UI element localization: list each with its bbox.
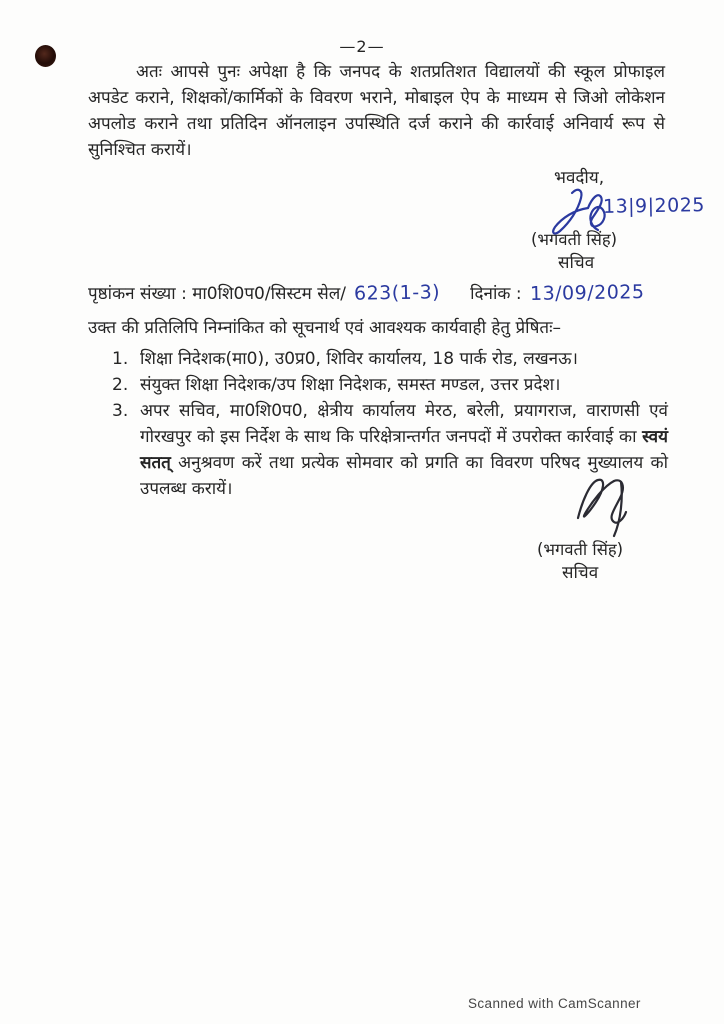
list-item-text: संयुक्त शिक्षा निदेशक/उप शिक्षा निदेशक, समस्त मण्डल, उत्तर प्रदेश। <box>140 375 561 395</box>
signatory-name-bottom: (भगवती सिंह) <box>537 540 624 559</box>
signatory-name-top: (भगवती सिंह) <box>531 230 618 249</box>
handwritten-endorsement-date: 13/09/2025 <box>529 281 645 305</box>
list-item-number: 3. <box>112 401 129 421</box>
handwritten-ref-number: 623(1-3) <box>353 281 441 305</box>
copy-forward-line: उक्त की प्रतिलिपि निम्नांकित को सूचनार्थ एवं आवश्यक कार्यवाही हेतु प्रेषितः– <box>88 318 562 338</box>
list-item <box>112 372 668 398</box>
camscanner-watermark: Scanned with CamScanner <box>468 996 641 1011</box>
page-number: —2— <box>339 37 385 56</box>
list-item-number: 2. <box>112 375 129 395</box>
list-item-text-after: अनुश्रवण करें तथा प्रत्येक सोमवार को प्रगति का विवरण परिषद मुख्यालय को उपलब्ध करायें। <box>140 453 668 499</box>
list-item-text-bold: स्वयं सतत् <box>140 427 668 473</box>
endorsement-label: पृष्ठांकन संख्या : मा0शि0प0/सिस्टम सेल/ <box>88 284 346 304</box>
salutation-text: भवदीय, <box>554 168 605 188</box>
letter-body-paragraph: अतः आपसे पुनः अपेक्षा है कि जनपद के शतप्रतिशत विद्यालयों की स्कूल प्रोफाइल अपडेट कराने, शिक्षकों/कार्मिकों के विवरण भराने, मोबाइल ऐप के माध्यम से जिओ लोकेशन अपलोड कराने तथा प्रतिदिन ऑनलाइन उपस्थिति दर्ज कराने की कार्रवाई अनिवार्य रूप से सुनिश्चित करायें। <box>88 62 665 160</box>
list-item <box>112 346 668 372</box>
list-item-text: शिक्षा निदेशक(मा0), उ0प्र0, शिविर कार्यालय, 18 पार्क रोड, लखनऊ। <box>140 349 578 369</box>
signatory-designation-bottom: सचिव <box>562 563 599 583</box>
list-item-text-before: अपर सचिव, मा0शि0प0, क्षेत्रीय कार्यालय मेरठ, बरेली, प्रयागराज, वाराणसी एवं गोरखपुर को इस निर्देश के साथ कि परिक्षेत्रान्तर्गत जनपदों में उपरोक्त कार्रवाई का <box>140 401 668 447</box>
list-item-number: 1. <box>112 349 129 369</box>
signatory-designation-top: सचिव <box>558 253 595 273</box>
endorsement-line <box>88 281 678 304</box>
signature-scribble-dark-icon <box>560 474 640 540</box>
endorsement-date-label: दिनांक : <box>470 284 522 304</box>
handwritten-date-top: 13|9|2025 <box>602 194 706 218</box>
